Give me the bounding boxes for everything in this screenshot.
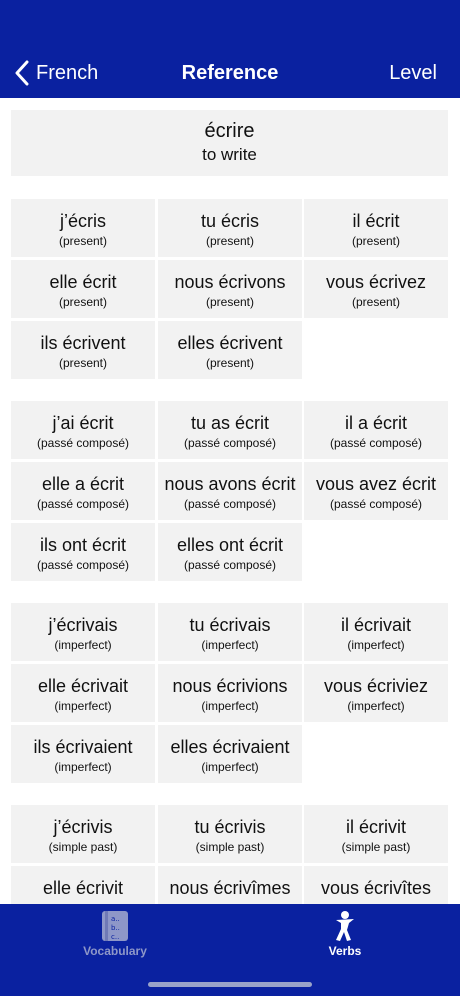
tense-label: (simple past) — [195, 840, 265, 854]
conjugation-form: nous écrivions — [172, 676, 288, 696]
tense-label: (imperfect) — [54, 760, 112, 774]
tab-verbs-label: Verbs — [328, 944, 362, 958]
conjugation-form: vous avez écrit — [315, 474, 437, 494]
conjugation-cell[interactable] — [158, 866, 302, 904]
conjugation-form: ils écrivent — [40, 333, 126, 353]
conjugation-cell[interactable] — [11, 321, 155, 379]
tense-label: (passé composé) — [36, 436, 130, 450]
conjugation-cell[interactable] — [304, 805, 448, 863]
tense-label: (present) — [58, 295, 108, 309]
conjugation-form: elle écrivait — [37, 676, 129, 696]
tab-verbs[interactable] — [285, 904, 405, 964]
conjugation-cell[interactable] — [304, 199, 448, 257]
conjugation-cell[interactable] — [304, 462, 448, 520]
conjugation-form: ils ont écrit — [39, 535, 127, 555]
verbs-icon — [332, 910, 358, 942]
conjugation-form: nous écrivîmes — [169, 878, 291, 898]
conjugation-cell[interactable] — [304, 603, 448, 661]
tense-label: (present) — [58, 234, 108, 248]
conjugation-form: nous avons écrit — [164, 474, 296, 494]
tense-label: (passé composé) — [183, 558, 277, 572]
reference-content[interactable] — [0, 98, 460, 904]
conjugation-cell[interactable] — [11, 603, 155, 661]
conjugation-cell[interactable] — [304, 664, 448, 722]
conjugation-cell[interactable] — [158, 725, 302, 783]
conjugation-cell[interactable] — [11, 260, 155, 318]
tense-label: (imperfect) — [347, 699, 405, 713]
conjugation-cell[interactable] — [11, 866, 155, 904]
conjugation-cell[interactable] — [158, 321, 302, 379]
tense-label: (imperfect) — [54, 699, 112, 713]
conjugation-form: j’ai écrit — [52, 413, 114, 433]
conjugation-form: vous écriviez — [323, 676, 429, 696]
conjugation-form: vous écrivez — [325, 272, 427, 292]
tense-label: (simple past) — [341, 840, 411, 854]
tab-vocabulary-label: Vocabulary — [83, 944, 147, 958]
page-title: Reference — [181, 62, 279, 84]
tense-label: (imperfect) — [201, 760, 259, 774]
conjugation-cell[interactable] — [304, 260, 448, 318]
conjugation-form: j’écrivais — [48, 615, 118, 635]
conjugation-form: elles ont écrit — [176, 535, 284, 555]
conjugation-form: il écrivait — [340, 615, 411, 635]
conjugation-form: il écrit — [352, 211, 400, 231]
conjugation-cell[interactable] — [158, 523, 302, 581]
verb-translation: to write — [202, 145, 257, 164]
verb-infinitive: écrire — [204, 120, 255, 142]
tense-label: (imperfect) — [201, 699, 259, 713]
conjugation-form: elle écrivit — [42, 878, 124, 898]
tab-vocabulary[interactable] — [55, 904, 175, 964]
conjugation-form: tu écrivis — [194, 817, 266, 837]
conjugation-cell[interactable] — [11, 199, 155, 257]
tense-label: (passé composé) — [36, 497, 130, 511]
back-button-label: French — [36, 61, 99, 84]
conjugation-cell[interactable] — [11, 523, 155, 581]
conjugation-cell[interactable] — [158, 199, 302, 257]
conjugation-cell[interactable] — [11, 401, 155, 459]
conjugation-form: il a écrit — [344, 413, 407, 433]
conjugation-form: tu écrivais — [189, 615, 271, 635]
home-indicator — [148, 982, 312, 987]
tense-label: (imperfect) — [54, 638, 112, 652]
conjugation-form: tu as écrit — [190, 413, 270, 433]
tense-label: (passé composé) — [183, 497, 277, 511]
conjugation-form: vous écrivîtes — [320, 878, 432, 898]
tense-label: (present) — [351, 295, 401, 309]
tense-label: (imperfect) — [347, 638, 405, 652]
conjugation-cell[interactable] — [304, 866, 448, 904]
conjugation-cell[interactable] — [11, 725, 155, 783]
verb-header — [11, 110, 448, 176]
conjugation-form: elles écrivaient — [170, 737, 290, 757]
conjugation-form: elle écrit — [49, 272, 117, 292]
tense-label: (present) — [351, 234, 401, 248]
conjugation-cell[interactable] — [11, 664, 155, 722]
tense-label: (passé composé) — [36, 558, 130, 572]
conjugation-cell[interactable] — [158, 664, 302, 722]
conjugation-form: j’écrivis — [53, 817, 113, 837]
conjugation-form: il écrivit — [345, 817, 406, 837]
conjugation-form: j’écris — [59, 211, 106, 231]
conjugation-cell[interactable] — [11, 805, 155, 863]
tense-label: (imperfect) — [201, 638, 259, 652]
tense-label: (simple past) — [48, 840, 118, 854]
navigation-bar — [0, 0, 460, 98]
conjugation-cell[interactable] — [158, 260, 302, 318]
conjugation-cell[interactable] — [304, 401, 448, 459]
tense-label: (present) — [205, 295, 255, 309]
conjugation-cell[interactable] — [158, 462, 302, 520]
conjugation-form: ils écrivaient — [33, 737, 133, 757]
svg-text:a..: a.. — [111, 915, 120, 923]
tense-label: (passé composé) — [329, 436, 423, 450]
conjugation-cell[interactable] — [158, 401, 302, 459]
tense-label: (passé composé) — [329, 497, 423, 511]
tense-label: (present) — [58, 356, 108, 370]
tense-label: (passé composé) — [183, 436, 277, 450]
vocabulary-icon — [101, 910, 129, 942]
conjugation-cell[interactable] — [11, 462, 155, 520]
conjugation-form: elles écrivent — [177, 333, 283, 353]
tense-label: (present) — [205, 356, 255, 370]
conjugation-form: nous écrivons — [174, 272, 286, 292]
tense-label: (present) — [205, 234, 255, 248]
conjugation-cell[interactable] — [158, 603, 302, 661]
conjugation-form: elle a écrit — [41, 474, 125, 494]
level-button[interactable]: Level — [389, 62, 437, 84]
conjugation-cell[interactable] — [158, 805, 302, 863]
svg-text:c..: c.. — [111, 933, 120, 941]
conjugation-form: tu écris — [200, 211, 260, 231]
svg-text:b..: b.. — [111, 924, 120, 932]
